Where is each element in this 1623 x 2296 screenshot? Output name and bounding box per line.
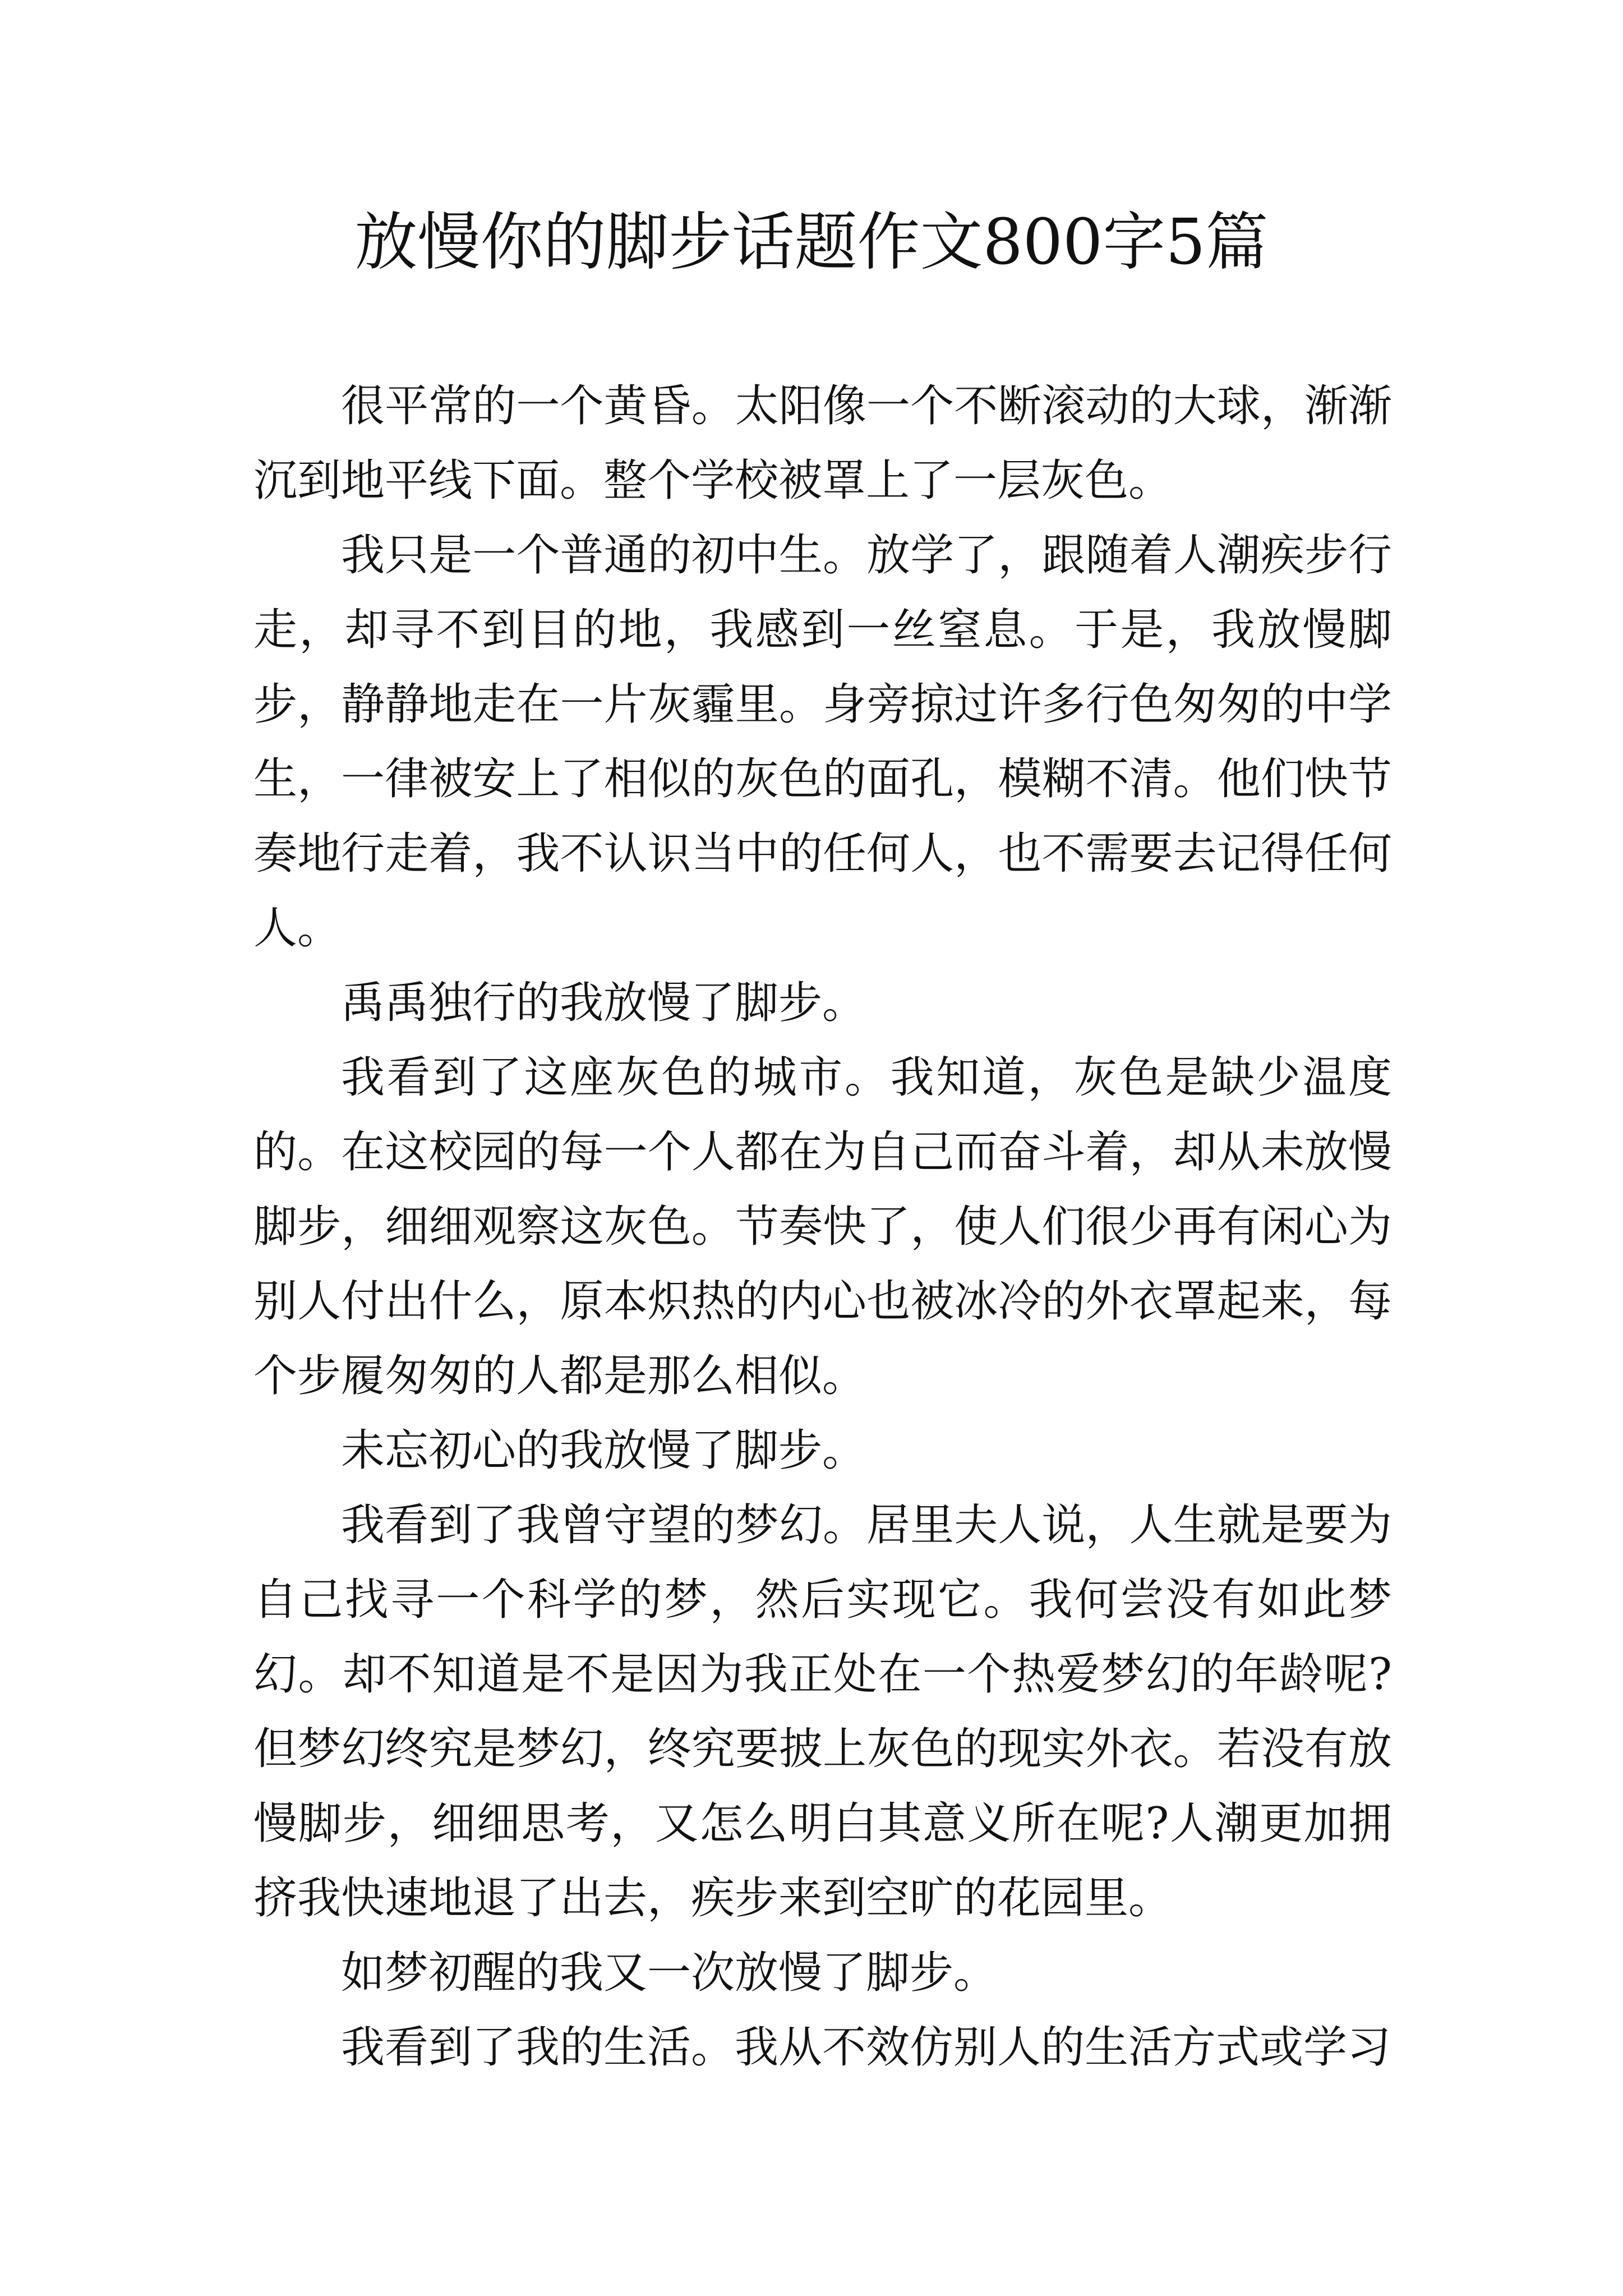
paragraph: 我看到了我曾守望的梦幻。居里夫人说，人生就是要为自己找寻一个科学的梦，然后实现它。我何尝没有如此梦幻。却不知道是不是因为我正处在一个热爱梦幻的年龄呢?但梦幻终究是梦幻，终究要披上灰色的现实外衣。若没有放慢脚步，细细思考，又怎么明白其意义所在呢?人潮更加拥挤我快速地退了出去，疾步来到空旷的花园里。 — [253, 1500, 1392, 1924]
paragraph: 我看到了我的生活。我从不效仿别人的生活方式或学习 — [341, 2022, 1391, 2073]
paragraph: 我只是一个普通的初中生。放学了，跟随着人潮疾步行走，却寻不到目的地，我感到一丝窒息。于是，我放慢脚步，静静地走在一片灰霾里。身旁掠过许多行色匆匆的中学生，一律被安上了相似的灰色的面孔，模糊不清。他们快节奏地行走着，我不认识当中的任何人，也不需要去记得任何人。 — [253, 530, 1392, 954]
paragraph: 我看到了这座灰色的城市。我知道，灰色是缺少温度的。在这校园的每一个人都在为自己而奋斗着，却从未放慢脚步，细细观察这灰色。节奏快了，使人们很少再有闲心为别人付出什么，原本炽热的内心也被冰冷的外衣罩起来，每个步履匆匆的人都是那么相似。 — [253, 1052, 1392, 1401]
paragraph: 禹禹独行的我放慢了脚步。 — [341, 978, 866, 1028]
document-title: 放慢你的脚步话题作文800字5篇 — [354, 206, 1269, 279]
paragraph: 如梦初醒的我又一次放慢了脚步。 — [341, 1948, 998, 1998]
paragraph: 未忘初心的我放慢了脚步。 — [341, 1425, 866, 1476]
document-body — [253, 369, 1392, 2085]
paragraph: 很平常的一个黄昏。太阳像一个不断滚动的大球，渐渐沉到地平线下面。整个学校被罩上了一层灰色。 — [253, 381, 1392, 506]
